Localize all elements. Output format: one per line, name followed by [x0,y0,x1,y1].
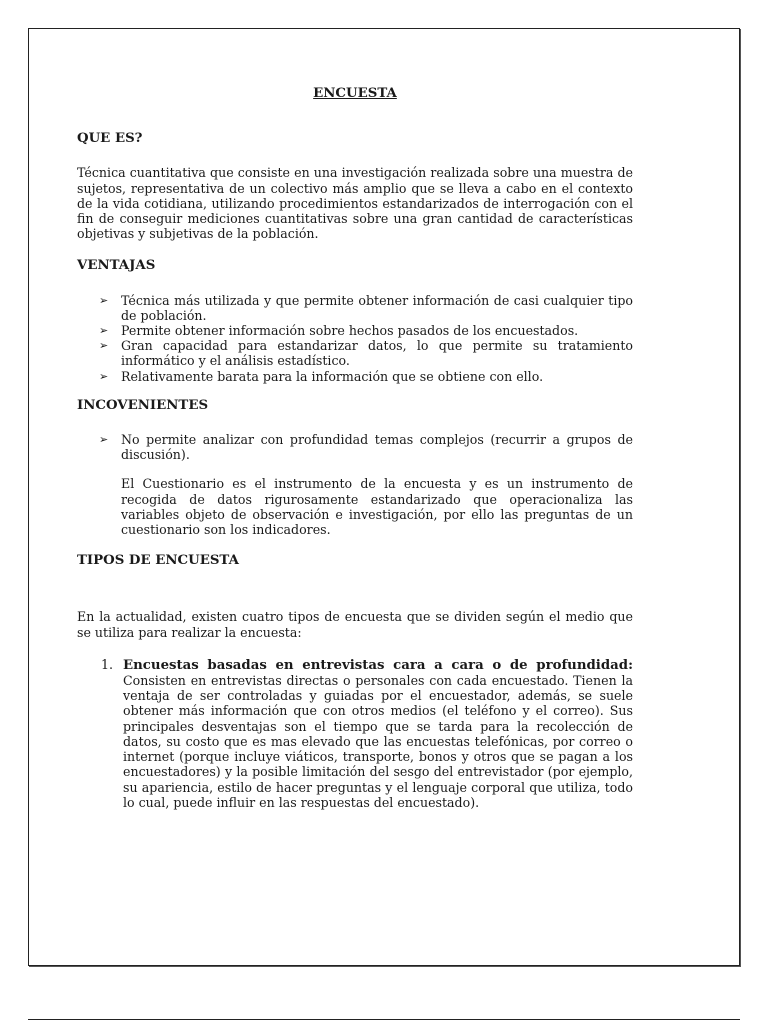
arrow-bullet-icon: ➢ [99,433,109,447]
list-item-text: Relativamente barata para la información que se obtiene con ello. [121,368,544,384]
item-text: Consisten en entrevistas directas o personales con cada encuestado. Tienen la ventaja de ser controladas y guiadas por el encuestador, además, se suele obtener más información que con otros medios (el teléfono y el correo). Sus principales desventajas son el tiempo que se tarda para la recolección de datos, su costo que es mas elevado que las encuestas telefónicas, por correo o internet (porque incluye viáticos, transporte, bonos y otros que se pagan a los encuestadores) y la posible limitación del sesgo del entrevistador (por ejemplo, su apariencia, estilo de hacer preguntas y el lenguaje corporal que utiliza, todo lo cual, puede influir en las respuestas del encuestado). [123,673,633,810]
heading-inconvenientes: INCOVENIENTES [77,397,209,413]
list-item-text: Permite obtener información sobre hechos pasados de los encuestados. [121,323,579,339]
list-item [99,323,633,338]
arrow-bullet-icon: ➢ [99,369,109,383]
que-es-paragraph: Técnica cuantitativa que consiste en una investigación realizada sobre una muestra de sujetos, representativa de un colectivo más amplio que se lleva a cabo en el contexto de la vida cotidiana, utilizando procedimientos estandarizados de interrogación con el fin de conseguir mediciones cuantitativas sobre una gran cantidad de características objetivas y subjetivas de la población. [77,165,633,242]
arrow-bullet-icon: ➢ [99,324,109,338]
list-item-text: No permite analizar con profundidad temas complejos (recurrir a grupos de discusión). [121,432,633,463]
item-number: 1. [101,656,114,672]
item-title: Encuestas basadas en entrevistas cara a cara o de profundidad [123,657,629,673]
list-item [99,293,633,323]
heading-que-es: QUE ES? [77,131,143,147]
inconvenientes-list [77,432,633,462]
list-item-text: Gran capacidad para estandarizar datos, lo que permite su tratamiento informático y el análisis estadístico. [121,338,633,369]
document-title: ENCUESTA [313,86,397,101]
tipos-list [77,657,633,810]
cuestionario-paragraph: El Cuestionario es el instrumento de la encuesta y es un instrumento de recogida de datos rigurosamente estandarizado que operacionaliza las variables objeto de observación e investigación, por ello las preguntas de un cuestionario son los indicadores. [121,476,633,538]
ventajas-list [77,293,633,384]
list-item [99,369,633,384]
heading-tipos: TIPOS DE ENCUESTA [77,553,239,569]
list-item [99,432,633,462]
tipos-intro-paragraph: En la actualidad, existen cuatro tipos de encuesta que se dividen según el medio que se utiliza para realizar la encuesta: [77,609,633,640]
list-item [101,657,633,810]
list-item-text: Técnica más utilizada y que permite obtener información de casi cualquier tipo de población. [121,292,633,323]
next-page-edge [28,1019,740,1030]
list-item [99,338,633,368]
heading-ventajas: VENTAJAS [77,258,156,274]
arrow-bullet-icon: ➢ [99,293,109,307]
item-title-colon: : [628,657,633,673]
document-content [77,58,633,810]
arrow-bullet-icon: ➢ [99,339,109,353]
